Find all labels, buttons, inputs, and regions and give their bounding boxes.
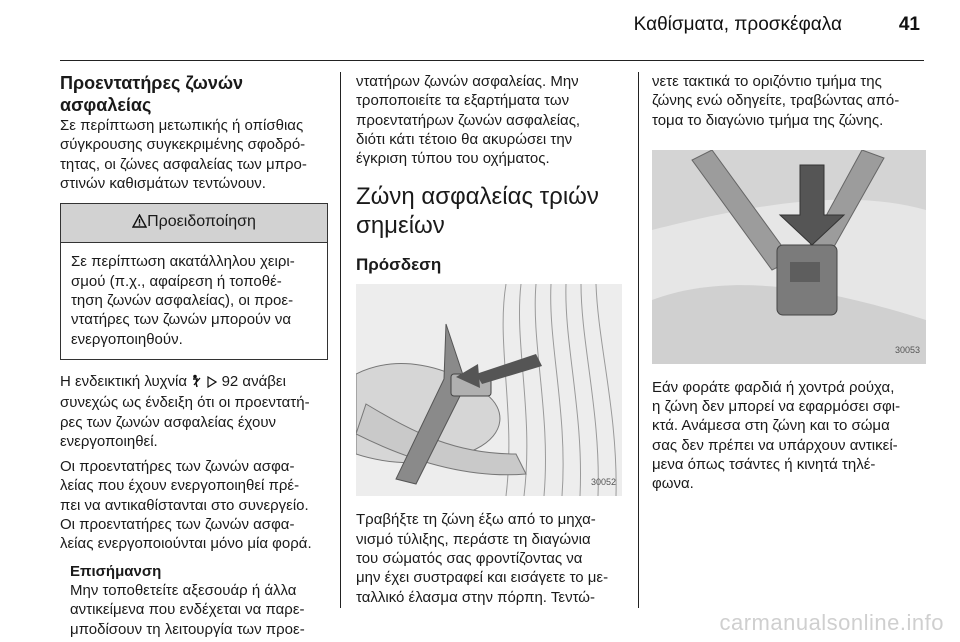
text-line: διότι κάτι τέτοιο θα ακυρώσει την <box>356 130 573 148</box>
text-line: φωνα. <box>652 475 694 493</box>
warning-body <box>61 243 327 358</box>
text-line: Τραβήξτε τη ζώνη έξω από το μηχα- <box>356 511 596 529</box>
text-line: λείας ενεργοποιούνται μόνο μία φορά. <box>60 535 312 553</box>
text-line: μην έχει συστραφεί και εισάγετε το με- <box>356 569 609 587</box>
seatbelt-pretensioner-icon <box>191 374 203 393</box>
watermark: carmanualsonline.info <box>719 610 944 635</box>
page-header-title: Καθίσματα, προσκέφαλα <box>633 14 842 35</box>
text-line: λείας που έχουν ενεργοποιηθεί πρέ- <box>60 477 300 495</box>
note-title: Επισήμανση <box>70 562 162 580</box>
text-line: Οι προεντατήρες των ζωνών ασφα- <box>60 458 295 476</box>
text-line: Εάν φοράτε φαρδιά ή χοντρά ρούχα, <box>652 378 895 396</box>
page-reference-arrow-icon <box>207 374 217 393</box>
text-line: ενεργοποιηθεί. <box>60 432 158 450</box>
column-1 <box>60 72 328 639</box>
indicator-lamp-paragraph <box>60 372 328 451</box>
text-line: μενα όπως τσάντες ή κινητά τηλέ- <box>652 456 876 474</box>
text-line: προεντατήρων ζωνών ασφαλείας, <box>356 111 581 129</box>
warning-box <box>60 203 328 360</box>
text-line: σας δεν πρέπει να υπάρχουν αντικεί- <box>652 436 898 454</box>
text-line: έγκριση τύπου του οχήματος. <box>356 150 550 168</box>
text-line: ενεργοποιηθούν. <box>71 330 183 348</box>
replacement-paragraph <box>60 457 328 553</box>
warning-triangle-icon <box>132 214 147 233</box>
text-line: ντατήρες των ζωνών μπορούν να <box>71 311 292 329</box>
intro-paragraph <box>60 116 328 193</box>
heading-line: Ζώνη ασφαλείας τριών <box>356 183 599 211</box>
text-line: τομα το διαγώνιο τμήμα της ζώνης. <box>652 111 884 129</box>
text-line: πει να αντικαθίστανται στο συνεργείο. <box>60 496 309 514</box>
text-line: ταλλικό έλασμα στην πόρπη. Τεντώ- <box>356 588 595 606</box>
text-line: στινών καθισμάτων τεντώνουν. <box>60 174 266 192</box>
column-3 <box>652 72 926 494</box>
heading-line: Προεντατήρες ζωνών <box>60 73 244 93</box>
section-heading-pretensioners <box>60 72 328 116</box>
text-line: Οι προεντατήρες των ζωνών ασφα- <box>60 516 295 534</box>
clothing-paragraph <box>652 378 926 494</box>
note-continuation <box>356 72 624 168</box>
page-number: 41 <box>898 14 920 35</box>
text-line <box>60 372 328 393</box>
header-rule <box>60 60 924 61</box>
text-line: ρες των ζωνών ασφαλείας έχουν <box>60 413 277 431</box>
figure-number: 30052 <box>590 477 616 488</box>
illustration-buckle <box>652 150 926 364</box>
text-line: Μην τοποθετείτε αξεσουάρ ή άλλα <box>70 581 297 599</box>
fastening-continuation <box>652 72 926 130</box>
text-line: νισμό τύλιξης, περάστε τη διαγώνια <box>356 530 591 548</box>
illustration-fastening-belt <box>356 284 622 496</box>
warning-title: Προειδοποίηση <box>147 213 256 231</box>
heading-line: σημείων <box>356 212 445 240</box>
column-divider <box>638 72 639 608</box>
column-divider <box>340 72 341 608</box>
text-line: του σώματός σας φροντίζοντας να <box>356 550 583 568</box>
section-heading-three-point-belt <box>356 182 624 240</box>
text-line: κτά. Ανάμεσα στη ζώνη και το σώμα <box>652 417 890 435</box>
text-line: μποδίσουν τη λειτουργία των προε- <box>70 620 305 638</box>
column-2 <box>356 72 624 607</box>
text-line: ντατήρων ζωνών ασφαλείας. Μην <box>356 73 579 90</box>
text-line: τητας, οι ζώνες ασφαλείας των μπρο- <box>60 155 307 173</box>
text-line: σμού (π.χ., αφαίρεση ή τοποθέ- <box>71 272 282 290</box>
heading-line: ασφαλείας <box>60 95 152 115</box>
text-line: τηση ζωνών ασφαλείας), οι προε- <box>71 292 294 310</box>
text-line: Σε περίπτωση ακατάλληλου χειρι- <box>71 253 295 271</box>
note-block <box>70 562 328 639</box>
text-line: συνεχώς ως ένδειξη ότι οι προεντατή- <box>60 394 310 412</box>
warning-header <box>61 204 327 243</box>
text-line: ζώνης ενώ οδηγείτε, τραβώντας από- <box>652 92 900 110</box>
figure-number: 30053 <box>894 344 920 355</box>
text-line: Σε περίπτωση μετωπικής ή οπίσθιας <box>60 117 304 134</box>
fastening-instructions <box>356 510 624 606</box>
text-line: νετε τακτικά το οριζόντιο τμήμα της <box>652 73 882 90</box>
text-fragment: Η ενδεικτική λυχνία <box>60 372 188 390</box>
text-line: η ζώνη δεν μπορεί να εφαρμόσει σφι- <box>652 398 901 416</box>
text-line: τροποποιείτε τα εξαρτήματα των <box>356 92 570 110</box>
text-line: αντικείμενα που ενδέχεται να παρε- <box>70 601 305 619</box>
page-reference[interactable]: 92 ανάβει <box>221 372 286 390</box>
text-line: σύγκρουσης συγκεκριμένης σφοδρό- <box>60 136 306 154</box>
subheading-fastening: Πρόσδεση <box>356 255 442 275</box>
